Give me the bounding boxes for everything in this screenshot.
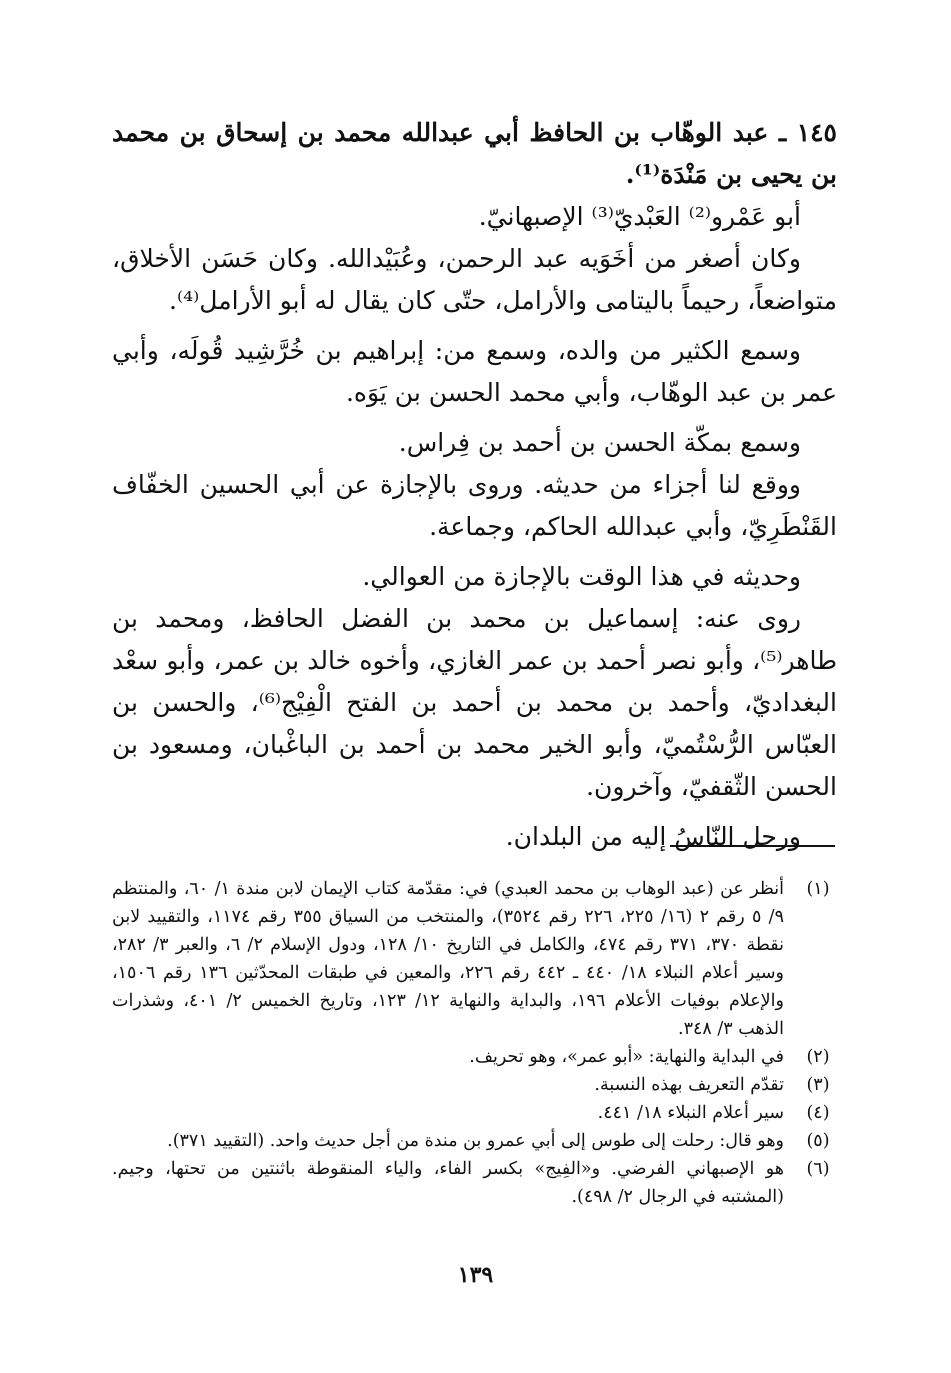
footnote-text: أنظر عن (عبد الوهاب بن محمد العبدي) في: مقدّمة كتاب الإيمان لابن مندة ١/ ٦٠، والمنتظم ٩/ ٥ رقم ٢ (١٦/ ٢٢٥، ٢٢٦ رقم ٣٥٢٤)، والمنتخب من السياق ٣٥٥ رقم ١١٧٤، والتقييد لابن نقطة ٣٧٠، ٣٧١ رقم ٤٧٤، والكامل في التاريخ ١٠/ ١٢٨، ودول الإسلام ٢/ ٦، والعبر ٣/ ٢٨٢، وسير أعلام النبلاء ١٨/ ٤٤٠ ـ ٤٤٢ رقم ٢٢٦، والمعين في طبقات المحدّثين ١٣٦ رقم ١٥٠٦، والإعلام بوفيات الأعلام ١٩٦، والبداية والنهاية ١٢/ ١٢٣، وتاريخ الخميس ٢/ ٤٠١، وشذرات الذهب ٣/ ٣٤٨.	[112, 879, 784, 1039]
footnote-text: هو الإصبهاني الفرضي. و«الفِيج» بكسر الفاء، والياء المنقوطة باثنتين من تحتها، وجيم. (المشتبه في الرجال ٢/ ٤٩٨).	[112, 1159, 784, 1207]
footnotes	[112, 875, 840, 1211]
footnote-number: (٣)	[806, 1075, 830, 1095]
page-number: ١٣٩	[457, 1262, 494, 1288]
footnote-text: في البداية والنهاية: «أبو عمر»، وهو تحريف.	[469, 1047, 784, 1067]
footnote-number: (٤)	[806, 1103, 830, 1123]
footnote-text: تقدّم التعريف بهذه النسبة.	[594, 1075, 784, 1095]
main-text	[112, 112, 837, 858]
footnote-4	[112, 1099, 840, 1127]
paragraph-mecca: وسمع بمكّة الحسن بن أحمد بن فِراس.	[398, 428, 801, 457]
entry-heading: ١٤٥ ـ عبد الوهّاب بن الحافظ أبي عبدالله محمد بن إسحاق بن محمد بن يحيى بن مَنْدَة⁽¹⁾.	[112, 118, 837, 189]
paragraph-teachers: وسمع الكثير من والده، وسمع من: إبراهيم بن خُرَّشِيد قُولَه، وأبي عمر بن عبد الوهّاب، وأبي محمد الحسن بن يَوَه.	[112, 336, 837, 407]
footnote-1	[112, 875, 840, 1043]
footnote-separator	[670, 845, 835, 847]
paragraph-travel: ورحل النّاسُ إليه من البلدان.	[505, 822, 801, 851]
footnote-5	[112, 1127, 840, 1155]
footnote-number: (١)	[806, 879, 830, 899]
footnote-3	[112, 1071, 840, 1099]
paragraph-kunya: أبو عَمْرو⁽²⁾ العَبْديّ⁽³⁾ الإصبهانيّ.	[478, 202, 801, 231]
paragraph-narrations: ووقع لنا أجزاء من حديثه. وروى بالإجازة عن أبي الحسين الخفّاف القَنْطَرِيّ، وأبي عبدالله الحاكم، وجماعة.	[112, 470, 837, 541]
footnote-6	[112, 1155, 840, 1211]
footnote-number: (٥)	[806, 1131, 830, 1151]
footnote-2	[112, 1043, 840, 1071]
paragraph-students: روى عنه: إسماعيل بن محمد بن الفضل الحافظ، ومحمد بن طاهر⁽⁵⁾، وأبو نصر أحمد بن عمر الغازي، وأخوه خالد بن عمر، وأبو سعْد البغداديّ، وأحمد بن محمد بن أحمد بن الفتح الْفِيْج⁽⁶⁾، والحسن بن العبّاس الرُّسْتُميّ، وأبو الخير محمد بن أحمد بن الباغْبان، ومسعود بن الحسن الثّقفيّ، وآخرون.	[112, 604, 837, 801]
footnote-text: وهو قال: رحلت إلى طوس إلى أبي عمرو بن مندة من أجل حديث واحد. (التقييد ٣٧١).	[167, 1131, 784, 1151]
footnote-number: (٢)	[806, 1047, 830, 1067]
footnote-text: سير أعلام النبلاء ١٨/ ٤٤١.	[597, 1103, 784, 1123]
paragraph-character: وكان أصغر من أخَوَيه عبد الرحمن، وعُبَيْدالله. وكان حَسَن الأخلاق، متواضعاً، رحيماً باليتامى والأرامل، حتّى كان يقال له أبو الأرامل⁽⁴⁾.	[112, 244, 837, 315]
paragraph-hadith: وحديثه في هذا الوقت بالإجازة من العوالي.	[362, 562, 801, 591]
footnote-number: (٦)	[806, 1159, 830, 1179]
